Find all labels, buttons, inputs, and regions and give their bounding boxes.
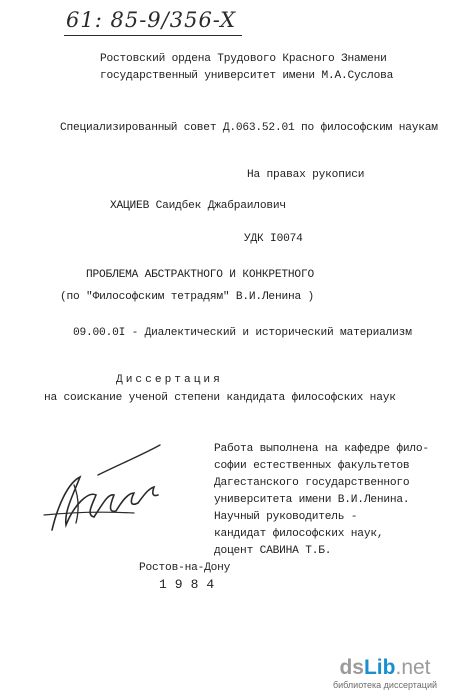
council-line: Специализированный совет Д.063.52.01 по философским наукам [60,122,438,134]
handwritten-catalog-code: 61: 85-9/356-X [66,8,237,32]
dissertation-subtitle: (по "Философским тетрадям" В.И.Ленина ) [60,291,315,303]
city: Ростов-на-Дону [139,562,231,574]
supervisor-line-4: университета имени В.И.Ленина. [214,494,410,506]
signature-image [34,435,174,540]
supervisor-line-2: софии естественных факультетов [214,460,410,472]
supervisor-line-1: Работа выполнена на кафедре фило- [214,443,429,455]
supervisor-line-3: Дагестанского государственного [214,477,410,489]
specialty-line: 09.00.0I - Диалектический и исторический материализм [73,327,412,339]
udk-code: УДК I0074 [244,233,303,245]
institution-line-1: Ростовский ордена Трудового Красного Знамени [100,53,387,65]
handwritten-underline [64,35,242,36]
supervisor-line-5: Научный руководитель - [214,511,358,523]
supervisor-line-7: доцент САВИНА Т.Б. [214,545,332,557]
degree-line: на соискание ученой степени кандидата философских наук [44,392,396,404]
institution-line-2: государственный университет имени М.А.Суслова [100,70,394,82]
watermark [330,657,440,690]
document-type: Диссертация [116,374,223,386]
watermark-subtitle: библиотека диссертаций [332,680,437,690]
year: 1984 [159,577,223,592]
watermark-logo: dsLib.net [339,656,431,679]
supervisor-line-6: кандидат философских наук, [214,528,384,540]
dissertation-title: ПРОБЛЕМА АБСТРАКТНОГО И КОНКРЕТНОГО [86,269,314,281]
manuscript-rights: На правах рукописи [247,169,365,181]
author-name: ХАЦИЕВ Саидбек Джабраилович [110,200,286,212]
